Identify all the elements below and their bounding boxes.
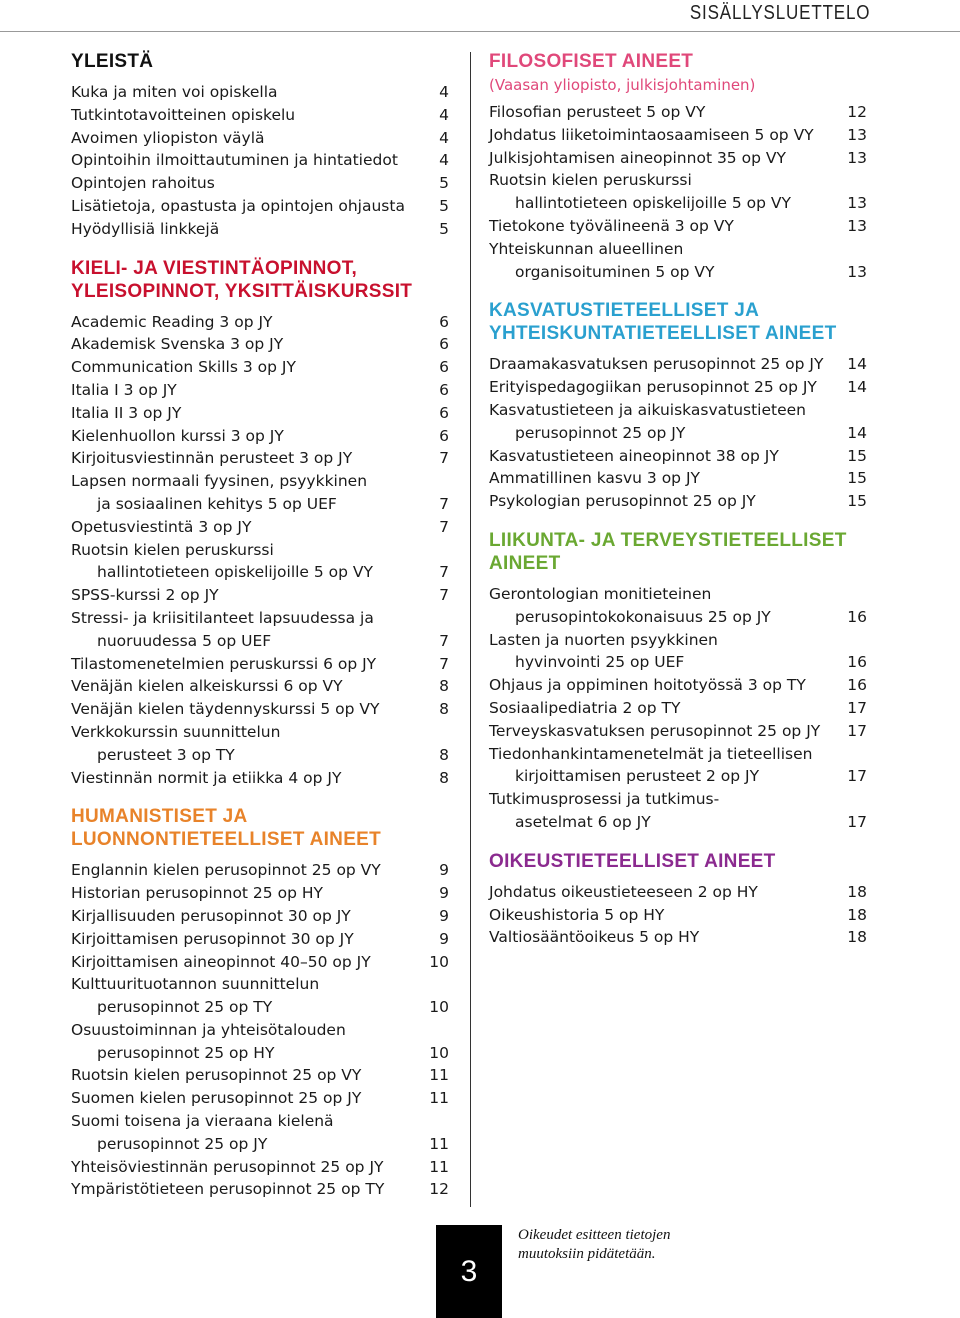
toc-entry-label <box>71 859 413 882</box>
toc-entry-line1: Lisätietoja, opastusta ja opintojen ohjausta <box>71 196 405 215</box>
toc-entry-line1: Filosofian perusteet 5 op VY <box>489 103 706 121</box>
toc-entry-line1: Opetusviestintä 3 op JY <box>71 517 252 536</box>
toc-entry-label <box>489 376 831 399</box>
toc-entry-label <box>489 215 831 238</box>
toc-entry-line1: Yhteiskunnan alueellinen <box>489 239 684 258</box>
toc-entry[interactable] <box>489 743 867 789</box>
toc-entry[interactable] <box>71 1019 449 1065</box>
toc-section <box>71 257 449 790</box>
toc-entry-line1: Johdatus liiketoimintaosaamiseen 5 op VY <box>489 125 814 144</box>
section-title: OIKEUSTIETEELLISET AINEET <box>489 850 776 872</box>
toc-entry-line1: SPSS-kurssi 2 op JY <box>71 586 219 605</box>
toc-entry[interactable] <box>71 859 449 882</box>
toc-entry-line1: Viestinnän normit ja etiikka 4 op JY <box>71 768 342 787</box>
toc-entry[interactable] <box>489 926 867 949</box>
toc-entry-page: 5 <box>439 174 449 193</box>
toc-entry-page: 9 <box>439 929 449 948</box>
toc-entry-line2: perusteet 3 op TY <box>97 745 235 764</box>
toc-entry[interactable] <box>71 402 449 425</box>
toc-entry-page: 15 <box>847 469 867 488</box>
toc-entry-page: 13 <box>847 194 867 213</box>
toc-entry-page: 17 <box>847 698 867 717</box>
toc-entry-page: 14 <box>847 355 867 374</box>
toc-entry-page: 11 <box>429 1089 449 1108</box>
toc-entry-line1: Opintoihin ilmoittautuminen ja hintatiedot <box>71 151 398 170</box>
toc-entry-line1: Ruotsin kielen peruskurssi <box>71 540 274 559</box>
section-title: KIELI- JA VIESTINTÄOPINNOT, YLEISOPINNOT, YKSITTÄISKURSSIT <box>71 257 413 302</box>
toc-entry[interactable] <box>489 353 867 376</box>
toc-entry-page: 7 <box>439 517 449 536</box>
toc-entry-label <box>489 674 831 697</box>
toc-entry-label <box>71 607 413 653</box>
toc-entry-page: 16 <box>847 653 867 672</box>
toc-section <box>71 805 449 1201</box>
toc-entry-line1: Johdatus oikeustieteeseen 2 op HY <box>489 882 758 901</box>
toc-entry-page: 7 <box>439 631 449 650</box>
toc-entry-page: 10 <box>429 1043 449 1062</box>
toc-entry-page: 16 <box>847 607 867 626</box>
toc-entry-label <box>71 149 413 172</box>
toc-entry-line1: Opintojen rahoitus <box>71 174 215 193</box>
toc-entry-page: 11 <box>429 1157 449 1176</box>
toc-entry[interactable] <box>71 516 449 539</box>
toc-entry-page: 6 <box>439 358 449 377</box>
toc-entry-line1: Academic Reading 3 op JY <box>71 312 273 331</box>
toc-entry-label <box>71 195 413 218</box>
toc-entry-page: 13 <box>847 148 867 167</box>
toc-entry[interactable] <box>489 445 867 468</box>
toc-entry[interactable] <box>71 311 449 334</box>
toc-entry-label <box>71 1178 413 1201</box>
toc-entry-line2: perusopinnot 25 op HY <box>97 1043 275 1062</box>
toc-entry-label <box>489 399 831 445</box>
toc-entry-label <box>71 127 413 150</box>
toc-entry-page: 15 <box>847 492 867 511</box>
toc-entry-line1: Tutkimusprosessi ja tutkimus- <box>489 790 720 809</box>
toc-entry-line1: Terveyskasvatuksen perusopinnot 25 op JY <box>489 721 821 740</box>
toc-entry-label <box>489 743 831 789</box>
toc-entry-line1: Ruotsin kielen peruskurssi <box>489 171 692 190</box>
toc-entry[interactable] <box>71 905 449 928</box>
toc-entry[interactable] <box>71 539 449 585</box>
toc-entry-line2: organisoituminen 5 op VY <box>515 262 715 281</box>
toc-entry-line1: Ammatillinen kasvu 3 op JY <box>489 469 700 488</box>
toc-entry[interactable] <box>71 584 449 607</box>
toc-entry-page: 9 <box>439 906 449 925</box>
toc-entry-line1: Stressi- ja kriisitilanteet lapsuudessa ja <box>71 608 374 627</box>
toc-entry-page: 4 <box>439 128 449 147</box>
toc-entry[interactable] <box>71 356 449 379</box>
toc-entry-line1: Tilastomenetelmien peruskurssi 6 op JY <box>71 654 377 673</box>
toc-entry-line1: Italia I 3 op JY <box>71 380 177 399</box>
toc-entry-label <box>489 629 831 675</box>
toc-entry-page: 4 <box>439 83 449 101</box>
toc-entry-label <box>71 402 413 425</box>
toc-entry-page: 7 <box>439 563 449 582</box>
section-title: KASVATUSTIETEELLISET JA YHTEISKUNTATIETEELLISET AINEET <box>489 300 837 345</box>
toc-entry[interactable] <box>71 1178 449 1201</box>
toc-entry[interactable] <box>71 1110 449 1156</box>
toc-entry-line2: hallintotieteen opiskelijoille 5 op VY <box>97 563 374 582</box>
toc-entry[interactable] <box>489 376 867 399</box>
toc-section <box>71 50 449 241</box>
toc-entry-page: 8 <box>439 677 449 696</box>
toc-entry-page: 12 <box>429 1180 449 1199</box>
toc-entry-page: 6 <box>439 335 449 354</box>
toc-entry[interactable] <box>71 1156 449 1179</box>
toc-entry-page: 8 <box>439 745 449 764</box>
toc-entry-label <box>71 928 413 951</box>
toc-entry[interactable] <box>71 721 449 767</box>
toc-section <box>489 50 867 283</box>
toc-entry[interactable] <box>489 147 867 170</box>
toc-entry-line1: Akademisk Svenska 3 op JY <box>71 335 284 354</box>
toc-entry-line1: Venäjän kielen alkeiskurssi 6 op VY <box>71 677 343 696</box>
toc-entry-page: 17 <box>847 721 867 740</box>
toc-entry-page: 6 <box>439 426 449 445</box>
right-column <box>489 40 867 949</box>
toc-entry-line2: perusopinnot 25 op TY <box>97 998 273 1017</box>
toc-entry-line1: Kuka ja miten voi opiskella <box>71 83 278 101</box>
toc-entry-label <box>71 721 413 767</box>
toc-entry-page: 7 <box>439 654 449 673</box>
toc-entry-line1: Erityispedagogiikan perusopinnot 25 op JY <box>489 378 817 397</box>
toc-entry-line1: Kulttuurituotannon suunnittelun <box>71 975 320 994</box>
toc-entry[interactable] <box>489 720 867 743</box>
toc-entry-line1: Sosiaalipediatria 2 op TY <box>489 698 681 717</box>
toc-entry-label <box>71 81 413 104</box>
toc-entry-line1: Psykologian perusopinnot 25 op JY <box>489 492 756 511</box>
toc-entry-page: 10 <box>429 998 449 1017</box>
toc-entry-line1: Avoimen yliopiston väylä <box>71 128 265 147</box>
toc-entry-label <box>71 425 413 448</box>
toc-entry[interactable] <box>71 195 449 218</box>
toc-entry-page: 11 <box>429 1134 449 1153</box>
toc-entry-page: 13 <box>847 125 867 144</box>
toc-entry-label <box>71 470 413 516</box>
toc-entry-label <box>489 788 831 834</box>
toc-entry[interactable] <box>489 490 867 513</box>
toc-entry-line1: Yhteisöviestinnän perusopinnot 25 op JY <box>71 1157 384 1176</box>
toc-entry-line1: Tutkintotavoitteinen opiskelu <box>71 105 296 124</box>
toc-entry-line1: Lasten ja nuorten psyykkinen <box>489 630 718 649</box>
toc-entry[interactable] <box>71 1064 449 1087</box>
toc-entry-line2: hallintotieteen opiskelijoille 5 op VY <box>515 194 792 213</box>
toc-section <box>489 529 867 834</box>
toc-entry[interactable] <box>71 767 449 790</box>
toc-entry-label <box>71 356 413 379</box>
toc-entry-page: 15 <box>847 446 867 465</box>
toc-entry[interactable] <box>71 218 449 241</box>
left-column <box>71 40 449 1201</box>
toc-entry-page: 6 <box>439 403 449 422</box>
toc-entry-label <box>71 104 413 127</box>
toc-entry-line1: Gerontologian monitieteinen <box>489 584 712 603</box>
toc-entry-line1: Draamakasvatuksen perusopinnot 25 op JY <box>489 355 824 374</box>
toc-entry-page: 13 <box>847 216 867 235</box>
toc-entry[interactable] <box>71 928 449 951</box>
toc-entry-label <box>489 238 831 284</box>
toc-entry-line1: Ruotsin kielen perusopinnot 25 op VY <box>71 1066 362 1085</box>
toc-entry-page: 10 <box>429 952 449 971</box>
toc-entry-label <box>71 973 413 1019</box>
toc-entry-line1: Kirjoitusviestinnän perusteet 3 op JY <box>71 449 353 468</box>
page-number: 3 <box>460 1254 478 1288</box>
toc-entry[interactable] <box>71 698 449 721</box>
toc-entry-label <box>71 1019 413 1065</box>
toc-entry-line1: Verkkokurssin suunnittelun <box>71 722 281 741</box>
toc-entry-page: 17 <box>847 812 867 831</box>
toc-entry-label <box>489 926 831 949</box>
toc-section <box>489 299 867 513</box>
toc-entry-line1: Lapsen normaali fyysinen, psyykkinen <box>71 472 368 491</box>
toc-entry-line1: Tietokone työvälineenä 3 op VY <box>489 216 734 235</box>
header-title: SISÄLLYSLUETTELO <box>689 2 870 24</box>
toc-entry-page: 14 <box>847 378 867 397</box>
toc-entry-label <box>71 767 413 790</box>
footer-note: Oikeudet esitteen tietojen muutoksiin pidätetään. <box>518 1227 671 1262</box>
toc-entry-label <box>71 1064 413 1087</box>
toc-entry-line1: Kirjallisuuden perusopinnot 30 op JY <box>71 906 351 925</box>
toc-entry-label <box>489 169 831 215</box>
toc-entry[interactable] <box>71 973 449 1019</box>
toc-entry-line1: Italia II 3 op JY <box>71 403 182 422</box>
toc-entry[interactable] <box>489 904 867 927</box>
toc-entry-line1: Osuustoiminnan ja yhteisötalouden <box>71 1020 346 1039</box>
toc-entry[interactable] <box>71 882 449 905</box>
toc-entry[interactable] <box>489 101 867 124</box>
toc-entry-page: 4 <box>439 105 449 124</box>
toc-entry-label <box>71 1156 413 1179</box>
toc-entry-page: 8 <box>439 700 449 719</box>
toc-entry-line1: Ohjaus ja oppiminen hoitotyössä 3 op TY <box>489 676 806 695</box>
toc-entry[interactable] <box>71 425 449 448</box>
toc-entry-page: 7 <box>439 586 449 605</box>
toc-entry-line2: nuoruudessa 5 op UEF <box>97 631 272 650</box>
toc-entry[interactable] <box>489 124 867 147</box>
toc-entry-label <box>71 447 413 470</box>
toc-entry-line1: Kirjoittamisen aineopinnot 40–50 op JY <box>71 952 371 971</box>
toc-entry-line1: Hyödyllisiä linkkejä <box>71 219 220 238</box>
toc-entry[interactable] <box>71 951 449 974</box>
toc-entry-label <box>489 467 831 490</box>
toc-entry-line1: Englannin kielen perusopinnot 25 op VY <box>71 861 381 880</box>
toc-entry-line1: Suomen kielen perusopinnot 25 op JY <box>71 1089 362 1108</box>
toc-entry-line2: perusopinnot 25 op JY <box>97 1134 268 1153</box>
toc-section <box>489 850 867 949</box>
toc-entry-page: 12 <box>847 103 867 121</box>
toc-entry[interactable] <box>71 104 449 127</box>
toc-entry[interactable] <box>489 238 867 284</box>
toc-entry-page: 6 <box>439 312 449 331</box>
toc-entry-line1: Venäjän kielen täydennyskurssi 5 op VY <box>71 700 380 719</box>
toc-entry-label <box>489 124 831 147</box>
toc-entry-page: 6 <box>439 380 449 399</box>
toc-entry-page: 5 <box>439 219 449 238</box>
toc-entry-page: 4 <box>439 151 449 170</box>
toc-entry-line2: kirjoittamisen perusteet 2 op JY <box>515 767 760 786</box>
toc-entry-label <box>71 218 413 241</box>
toc-entry-page: 8 <box>439 768 449 787</box>
toc-entry[interactable] <box>489 697 867 720</box>
toc-entry-label <box>489 720 831 743</box>
toc-entry-page: 5 <box>439 196 449 215</box>
toc-entry-page: 18 <box>847 928 867 947</box>
toc-entry-line1: Kasvatustieteen ja aikuiskasvatustieteen <box>489 400 806 419</box>
toc-entry[interactable] <box>489 583 867 629</box>
toc-entry-label <box>71 1110 413 1156</box>
toc-entry[interactable] <box>71 149 449 172</box>
toc-entry-label <box>71 905 413 928</box>
toc-entry[interactable] <box>71 127 449 150</box>
toc-entry-line2: hyvinvointi 25 op UEF <box>515 653 685 672</box>
toc-entry[interactable] <box>489 467 867 490</box>
toc-entry-label <box>71 311 413 334</box>
toc-entry-page: 9 <box>439 884 449 903</box>
toc-entry[interactable] <box>489 629 867 675</box>
toc-entry-line1: Historian perusopinnot 25 op HY <box>71 884 323 903</box>
toc-entry-line2: ja sosiaalinen kehitys 5 op UEF <box>97 494 337 513</box>
toc-entry-label <box>71 653 413 676</box>
toc-entry-label <box>71 379 413 402</box>
section-title: HUMANISTISET JA LUONNONTIETEELLISET AINEET <box>71 806 382 851</box>
toc-entry-label <box>71 584 413 607</box>
toc-entry[interactable] <box>71 81 449 104</box>
toc-entry-line2: asetelmat 6 op JY <box>515 812 651 831</box>
toc-entry[interactable] <box>71 607 449 653</box>
toc-entry-line2: perusopintokokonaisuus 25 op JY <box>515 607 771 626</box>
toc-entry-label <box>71 951 413 974</box>
toc-entry[interactable] <box>489 399 867 445</box>
toc-entry-label <box>489 445 831 468</box>
toc-entry-label <box>489 881 831 904</box>
page-number-box <box>436 1225 502 1318</box>
toc-entry-label <box>489 697 831 720</box>
toc-entry[interactable] <box>71 379 449 402</box>
toc-entry-label <box>71 882 413 905</box>
toc-entry-line1: Oikeushistoria 5 op HY <box>489 905 665 924</box>
toc-entry-label <box>489 353 831 376</box>
toc-entry[interactable] <box>71 172 449 195</box>
column-divider <box>470 52 471 1207</box>
toc-entry-label <box>71 1087 413 1110</box>
section-title: FILOSOFISET AINEET <box>489 51 694 72</box>
toc-entry[interactable] <box>71 447 449 470</box>
toc-entry-line1: Kirjoittamisen perusopinnot 30 op JY <box>71 929 354 948</box>
toc-entry[interactable] <box>489 788 867 834</box>
toc-entry-line1: Communication Skills 3 op JY <box>71 358 296 377</box>
toc-entry-line1: Ympäristötieteen perusopinnot 25 op TY <box>71 1180 385 1199</box>
toc-entry[interactable] <box>71 1087 449 1110</box>
toc-entry-label <box>71 675 413 698</box>
toc-entry-page: 13 <box>847 262 867 281</box>
toc-entry[interactable] <box>71 333 449 356</box>
toc-entry-page: 16 <box>847 676 867 695</box>
toc-entry-line1: Tiedonhankintamenetelmät ja tieteellisen <box>489 744 813 763</box>
toc-entry-label <box>489 101 831 124</box>
toc-entry-label <box>489 490 831 513</box>
toc-entry[interactable] <box>489 169 867 215</box>
toc-entry-label <box>71 516 413 539</box>
toc-entry-line1: Suomi toisena ja vieraana kielenä <box>71 1112 334 1131</box>
toc-entry-label <box>489 904 831 927</box>
toc-entry[interactable] <box>71 675 449 698</box>
toc-entry-page: 9 <box>439 861 449 880</box>
toc-entry[interactable] <box>489 215 867 238</box>
toc-entry-label <box>71 172 413 195</box>
toc-entry-label <box>489 147 831 170</box>
toc-entry-line1: Kasvatustieteen aineopinnot 38 op JY <box>489 446 779 465</box>
toc-entry[interactable] <box>71 470 449 516</box>
toc-entry-label <box>71 698 413 721</box>
toc-entry-page: 7 <box>439 449 449 468</box>
toc-entry-label <box>71 539 413 585</box>
toc-entry[interactable] <box>489 674 867 697</box>
toc-entry-page: 14 <box>847 423 867 442</box>
toc-entry-page: 17 <box>847 767 867 786</box>
toc-entry-page: 7 <box>439 494 449 513</box>
toc-entry-page: 18 <box>847 882 867 901</box>
toc-entry-line1: Kielenhuollon kurssi 3 op JY <box>71 426 284 445</box>
toc-entry-line1: Julkisjohtamisen aineopinnot 35 op VY <box>489 148 786 167</box>
section-title: LIIKUNTA- JA TERVEYSTIETEELLISET AINEET <box>489 529 847 574</box>
toc-entry-page: 11 <box>429 1066 449 1085</box>
header-rule <box>0 31 960 32</box>
toc-entry[interactable] <box>71 653 449 676</box>
toc-entry-label <box>489 583 831 629</box>
toc-entry[interactable] <box>489 881 867 904</box>
toc-entry-line2: perusopinnot 25 op JY <box>515 423 686 442</box>
toc-entry-label <box>71 333 413 356</box>
toc-entry-line1: Valtiosääntöoikeus 5 op HY <box>489 928 700 947</box>
section-subtitle: (Vaasan yliopisto, julkisjohtaminen) <box>489 76 756 94</box>
section-title: YLEISTÄ <box>71 51 154 72</box>
toc-entry-page: 18 <box>847 905 867 924</box>
